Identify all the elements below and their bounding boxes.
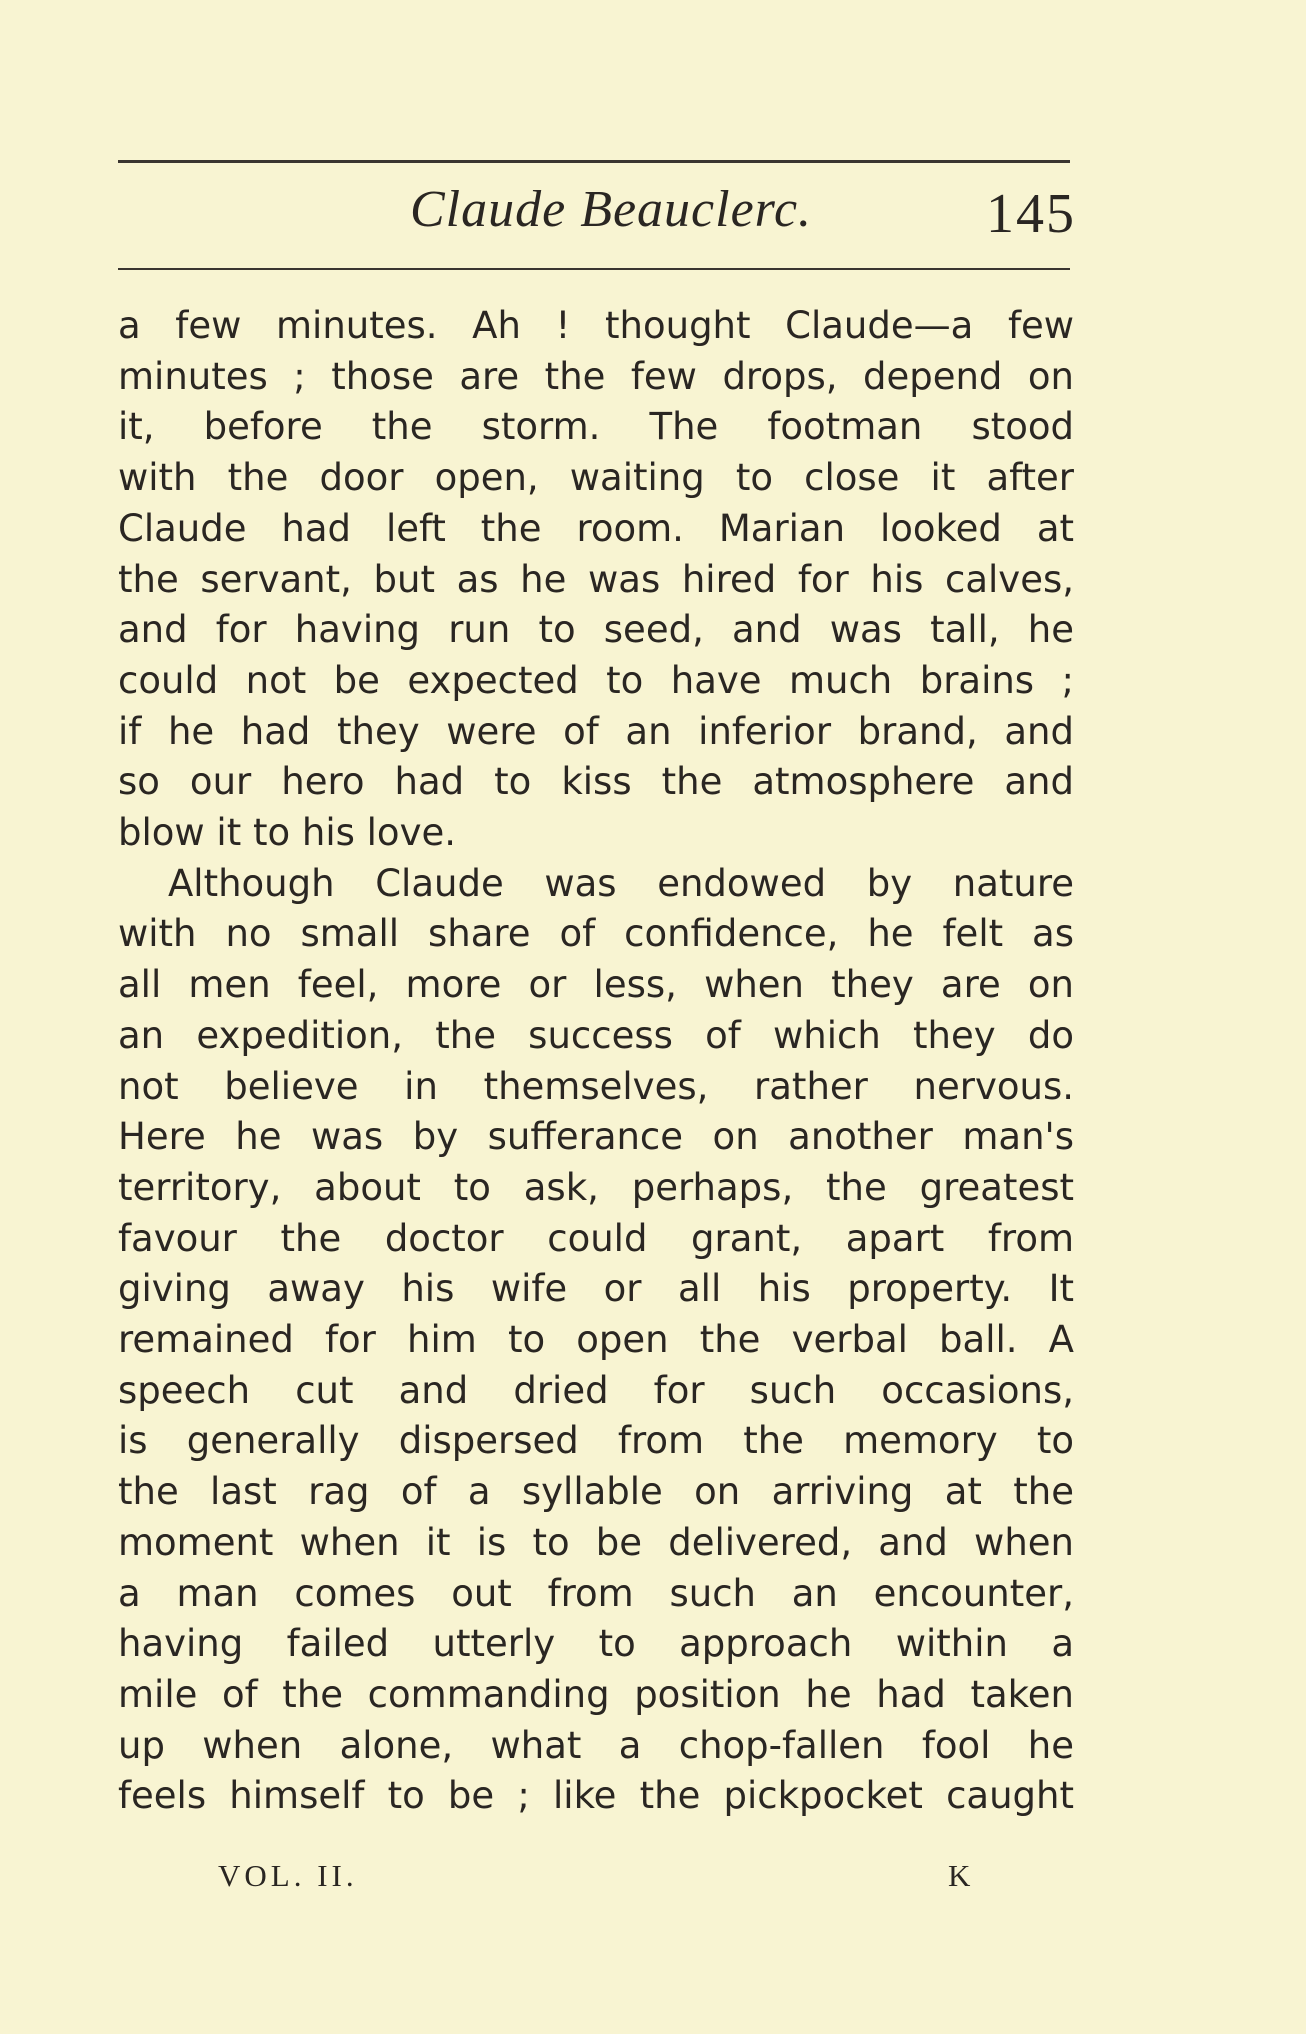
text-line: could not be expected to have much brains ; (118, 658, 1074, 702)
text-line: having failed utterly to approach within a (118, 1622, 1074, 1666)
text-line: and for having run to seed, and was tall, he (118, 608, 1074, 652)
text-line: it, before the storm. The footman stood (118, 405, 1074, 449)
text-line: giving away his wife or all his property. It (118, 1267, 1074, 1311)
header-top-rule (118, 160, 1070, 163)
text-line: the servant, but as he was hired for his calves, (118, 557, 1074, 601)
paragraph-end-line: blow it to his love. (118, 811, 456, 855)
page-number: 145 (986, 183, 1076, 245)
text-line: a few minutes. Ah ! thought Claude—a few (118, 304, 1074, 347)
header-bottom-rule (118, 268, 1070, 270)
signature-mark: K (948, 1858, 971, 1893)
text-line: mile of the commanding position he had taken (118, 1672, 1074, 1716)
text-line: favour the doctor could grant, apart from (118, 1216, 1074, 1260)
text-line: moment when it is to be delivered, and when (118, 1520, 1074, 1564)
text-line: the last rag of a syllable on arriving at the (118, 1470, 1074, 1514)
text-line: territory, about to ask, perhaps, the greatest (118, 1165, 1074, 1209)
volume-signature: VOL. II. (218, 1858, 358, 1893)
paragraph-start-line: Although Claude was endowed by nature (168, 861, 1074, 905)
text-line: all men feel, more or less, when they are on (118, 963, 1074, 1007)
text-line: speech cut and dried for such occasions, (118, 1368, 1074, 1412)
text-line: feels himself to be ; like the pickpocket caught (118, 1774, 1074, 1818)
body-text (118, 301, 1074, 1822)
text-line: a man comes out from such an encounter, (118, 1571, 1074, 1615)
text-line: if he had they were of an inferior brand, and (118, 709, 1074, 753)
running-title: Claude Beauclerc. (410, 181, 813, 238)
text-line: is generally dispersed from the memory to (118, 1419, 1074, 1463)
text-line: up when alone, what a chop-fallen fool he (118, 1723, 1074, 1767)
text-line: so our hero had to kiss the atmosphere and (118, 760, 1074, 804)
text-line: not believe in themselves, rather nervous. (118, 1064, 1074, 1108)
text-line: an expedition, the success of which they do (118, 1013, 1074, 1057)
text-line: with the door open, waiting to close it after (118, 456, 1074, 500)
text-line: Claude had left the room. Marian looked at (118, 506, 1074, 550)
text-line: Here he was by sufferance on another man's (118, 1115, 1074, 1159)
text-line: minutes ; those are the few drops, depend on (118, 354, 1074, 398)
text-line: remained for him to open the verbal ball. A (118, 1318, 1074, 1362)
text-line: with no small share of confidence, he felt as (118, 912, 1074, 956)
